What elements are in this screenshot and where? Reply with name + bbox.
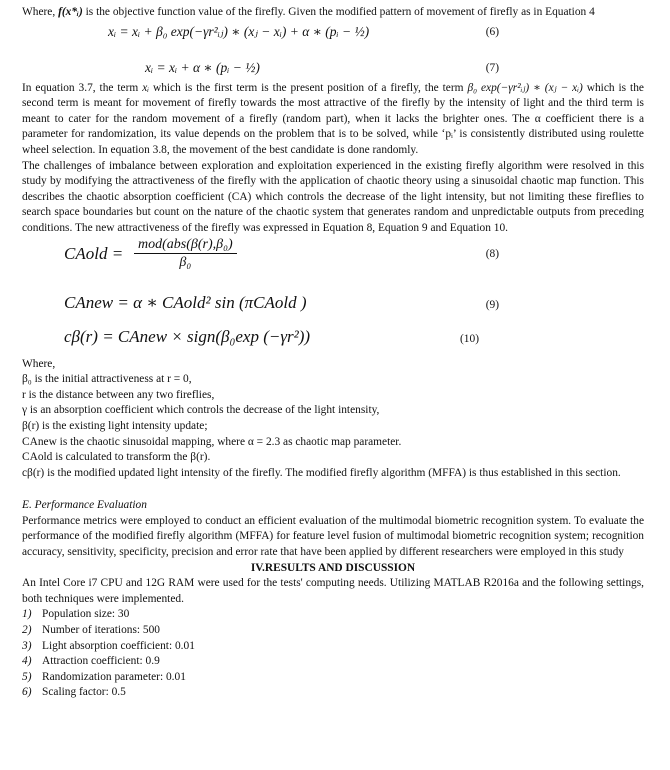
list-item: 1) Population size: 30	[22, 608, 130, 621]
equation-7-text: xᵢ = xᵢ + α ∗ (pᵢ − ½)	[145, 59, 260, 75]
section-iv-text: An Intel Core i7 CPU and 12G RAM were used for the tests' computing needs. Utilizing MATLAB R2016a and the following settings, both techniques were implemented.	[22, 577, 644, 605]
list-item: 6) Scaling factor: 0.5	[22, 686, 126, 699]
definition-r: r is the distance between any two fireflies,	[22, 388, 215, 401]
definition-ca-new: CAnew is the chaotic sinusoidal mapping, where α = 2.3 as chaotic map parameter.	[22, 435, 402, 448]
list-item: 3) Light absorption coefficient: 0.01	[22, 639, 195, 652]
paragraph-1-part-a: In equation 3.7, the term	[22, 81, 139, 94]
equation-7	[22, 57, 644, 81]
equation-9-number: (9)	[485, 298, 499, 311]
equation-8-fraction	[134, 237, 237, 271]
paper-page	[22, 5, 644, 701]
section-e-text: Performance metrics were employed to conduct an efficient evaluation of the multimodal biometric recognition system. To evaluate the performance of the modified firefly algorithm (MFFA) for feature level fusion of multimodal biometric recognition system; recognition accuracy, sensitivity, specificity, precision and error rate that have been applied by different researchers were employed in this study	[22, 514, 644, 559]
equation-10-number: (10)	[460, 332, 479, 345]
equation-8-numerator: mod(abs(β(r),β₀)	[134, 237, 237, 255]
equation-8-denominator: β₀	[179, 255, 192, 271]
paragraph-1-part-c: which is the second term is meant for movement of firefly towards the most attractive of the firefly by the intensity of light and the third term is meant to cater for the random movement of a firefly (random part), when it lacks the brighter ones. The α coefficient there is a parameter for randomization, its value depends on the problem that is to be solved, while ‘pᵢ’ is consistently distributed using roulette wheel selection. In equation 3.8, the movement of the best candidate is done randomly.	[22, 81, 644, 156]
equation-6	[22, 21, 644, 45]
intro-paragraph	[22, 5, 644, 21]
intro-text: is the objective function value of the firefly. Given the modified pattern of movement of firefly as in Equation 4	[85, 6, 595, 18]
parameter-list	[22, 607, 644, 701]
equation-6-text: xᵢ = xᵢ + β₀ exp(−γr²ᵢⱼ) ∗ (xⱼ − xᵢ) + α ∗ (pᵢ − ½)	[108, 23, 370, 39]
equation-7-number: (7)	[485, 61, 499, 74]
intro-where: Where,	[22, 6, 56, 18]
section-e-heading: E. Performance Evaluation	[22, 499, 147, 512]
paragraph-1	[22, 81, 644, 159]
definition-beta0: β₀ is the initial attractiveness at r = 0,	[22, 373, 192, 386]
intro-fx-symbol: f(x*ᵢ)	[58, 6, 83, 18]
equation-6-number: (6)	[485, 25, 499, 38]
definitions-where: Where,	[22, 357, 56, 370]
equation-9	[22, 287, 644, 323]
list-item: 5) Randomization parameter: 0.01	[22, 670, 186, 683]
definition-beta-r: β(r) is the existing light intensity update;	[22, 419, 208, 432]
definition-c-beta: cβ(r) is the modified updated light intensity of the firefly. The modified firefly algorithm (MFFA) is thus established in this section.	[22, 466, 621, 479]
equation-8-number: (8)	[485, 247, 499, 260]
paragraph-1-symbol-a: xᵢ	[142, 81, 150, 94]
list-item: 4) Attraction coefficient: 0.9	[22, 655, 160, 668]
paragraph-2: The challenges of imbalance between exploration and exploitation experienced in the existing firefly algorithm were resolved in this study by modifying the attractiveness of the firefly with the application of chaotic theory using a sinusoidal chaotic map function. This describes the chaotic absorption coefficient (CA) which controls the decrease of the light intensity, but not limiting these fireflies to search space boundaries but count on the nature of the chaotic system that generates random and unpredictable outputs from preceding conditions. The new attractiveness of the firefly was expressed in Equation 8, Equation 9 and Equation 10.	[22, 159, 644, 234]
paragraph-1-part-b: which is the first term is the present position of a firefly, the term	[152, 81, 464, 94]
equation-8-lhs: CAold =	[64, 243, 124, 263]
equation-10	[22, 323, 644, 357]
definition-gamma: γ is an absorption coefficient which controls the decrease of the light intensity,	[22, 404, 380, 417]
equation-10-text: cβ(r) = CAnew × sign(β₀exp (−γr²))	[64, 326, 311, 346]
equation-9-text: CAnew = α ∗ CAold² sin (πCAold )	[64, 292, 307, 312]
definition-ca-old: CAold is calculated to transform the β(r).	[22, 451, 211, 464]
list-item: 2) Number of iterations: 500	[22, 624, 160, 637]
section-iv-heading: IV.RESULTS AND DISCUSSION	[250, 561, 416, 574]
definitions	[22, 357, 644, 482]
paragraph-1-symbol-b: β₀ exp(−γr²ᵢⱼ) ∗ (xⱼ − xᵢ)	[467, 81, 583, 94]
equation-8	[22, 237, 644, 281]
